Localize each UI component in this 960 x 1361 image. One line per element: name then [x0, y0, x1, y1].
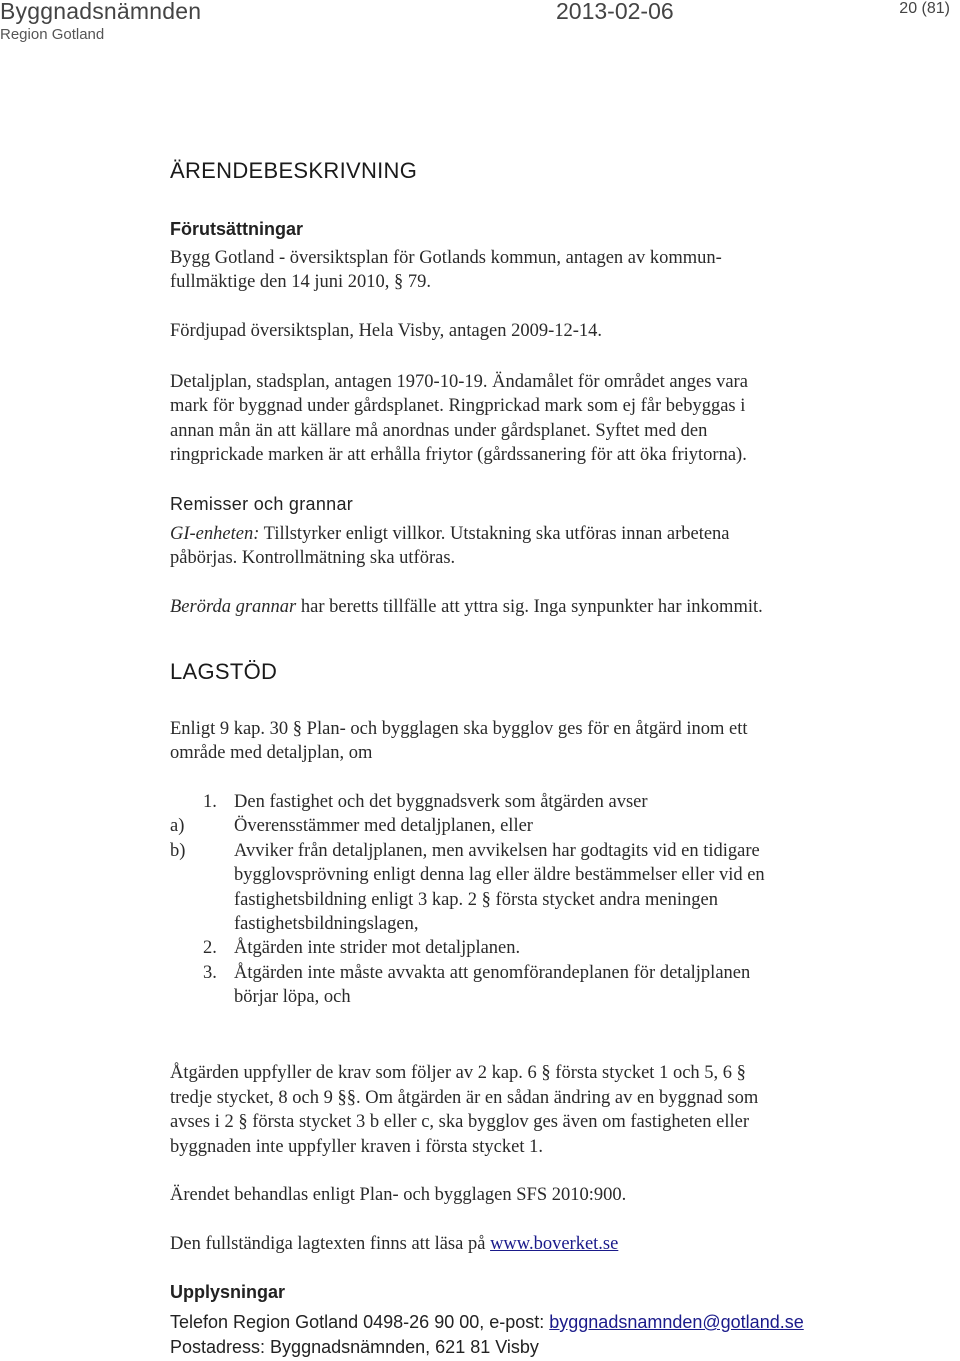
heading-lagstod: LAGSTÖD	[170, 659, 278, 684]
postal-address: Postadress: Byggnadsnämnden, 621 81 Visby	[170, 1337, 539, 1357]
text-line: avses i 2 § första stycket 3 b eller c, ska bygglov ges även om fastigheten eller	[170, 1112, 749, 1132]
text-line: påbörjas. Kontrollmätning ska utföras.	[170, 548, 456, 569]
text-line: Detaljplan, stadsplan, antagen 1970-10-19. Ändamålet för området anges vara	[170, 372, 748, 392]
email-link[interactable]: byggnadsnamnden@gotland.se	[549, 1312, 804, 1332]
list-item-text: Överensstämmer med detaljplanen, eller	[234, 816, 533, 837]
grannar-label: Berörda grannar	[170, 597, 297, 617]
list-item-text: Avviker från detaljplanen, men avvikelsen har godtagits vid en tidigare	[234, 840, 760, 861]
list-item-text: börjar löpa, och	[234, 987, 351, 1008]
list-item-text: fastighetsbildningslagen,	[234, 914, 419, 934]
text-line: fullmäktige den 14 juni 2010, § 79.	[170, 272, 432, 293]
list-item-text: bygglovsprövning enligt denna lag eller äldre bestämmelser eller vid en	[234, 865, 765, 886]
paragraph-sfs: Ärendet behandlas enligt Plan- och bygglagen SFS 2010:900.	[170, 1185, 627, 1205]
lagtext-prefix: Den fullständiga lagtexten finns att läsa på	[170, 1234, 491, 1254]
list-marker: b)	[170, 840, 186, 861]
list-marker: 1.	[203, 792, 217, 812]
text-line: område med detaljplan, om	[170, 743, 373, 764]
contact-phone-line	[170, 1310, 804, 1335]
text-line: Åtgärden uppfyller de krav som följer av 2 kap. 6 § första stycket 1 och 5, 6 §	[170, 1063, 746, 1083]
list-marker: 3.	[203, 962, 217, 983]
list-marker: 2.	[203, 938, 217, 959]
paragraph-lagstod-intro	[170, 717, 748, 766]
section-title: ÄRENDEBESKRIVNING	[170, 158, 418, 183]
grannar-text: har beretts tillfälle att yttra sig. Inga synpunkter har inkommit.	[296, 597, 763, 617]
boverket-link[interactable]: www.boverket.se	[490, 1234, 619, 1254]
text-line: Enligt 9 kap. 30 § Plan- och bygglagen ska bygglov ges för en åtgärd inom ett	[170, 719, 748, 739]
paragraph-oversiktsplan	[170, 246, 722, 295]
criteria-list	[170, 790, 870, 1020]
contact-info	[170, 1310, 804, 1360]
text-line: tredje stycket, 8 och 9 §§. Om åtgärden är en sådan ändring av en byggnad som	[170, 1087, 759, 1108]
text-line: Bygg Gotland - översiktsplan för Gotlands kommun, antagen av kommun-	[170, 248, 722, 268]
gi-label: GI-enheten:	[170, 524, 260, 544]
text-line: mark för byggnad under gårdsplanet. Ringprickad mark som ej får bebyggas i	[170, 396, 746, 417]
text-line: byggnaden inte uppfyller kraven i första stycket 1.	[170, 1136, 543, 1157]
paragraph-lagtext	[170, 1232, 618, 1256]
paragraph-fordjupad: Fördjupad översiktsplan, Hela Visby, antagen 2009-12-14.	[170, 321, 603, 341]
header-page-number: 20 (81)	[899, 0, 950, 17]
header-organization: Byggnadsnämnden	[0, 0, 202, 24]
heading-forutsattningar: Förutsättningar	[170, 219, 303, 239]
heading-upplysningar: Upplysningar	[170, 1282, 286, 1302]
text-line: ringprickade marken är att erhålla friytor (gårdssanering för att öka friytorna).	[170, 445, 747, 466]
text-line	[170, 522, 730, 546]
list-item-text: Den fastighet och det byggnadsverk som åtgärden avser	[234, 792, 648, 812]
list-item-text: Åtgärden inte måste avvakta att genomförandeplanen för detaljplanen	[234, 962, 751, 983]
header-region: Region Gotland	[0, 26, 105, 43]
phone-text: Telefon Region Gotland 0498-26 90 00, e-post:	[170, 1312, 550, 1332]
paragraph-gi-enheten	[170, 522, 730, 571]
paragraph-grannar	[170, 595, 763, 619]
list-item-text: fastighetsbildning enligt 3 kap. 2 § första stycket andra meningen	[234, 889, 718, 910]
header-date: 2013-02-06	[556, 0, 674, 24]
heading-remisser: Remisser och grannar	[170, 494, 354, 514]
paragraph-detaljplan	[170, 370, 748, 468]
text-line: annan mån än att källare må anordnas under gårdsplanet. Syftet med den	[170, 420, 708, 441]
list-item-text: Åtgärden inte strider mot detaljplanen.	[234, 938, 521, 959]
gi-text: Tillstyrker enligt villkor. Utstakning ska utföras innan arbetena	[259, 524, 730, 544]
paragraph-krav	[170, 1061, 758, 1159]
list-marker: a)	[170, 816, 185, 837]
